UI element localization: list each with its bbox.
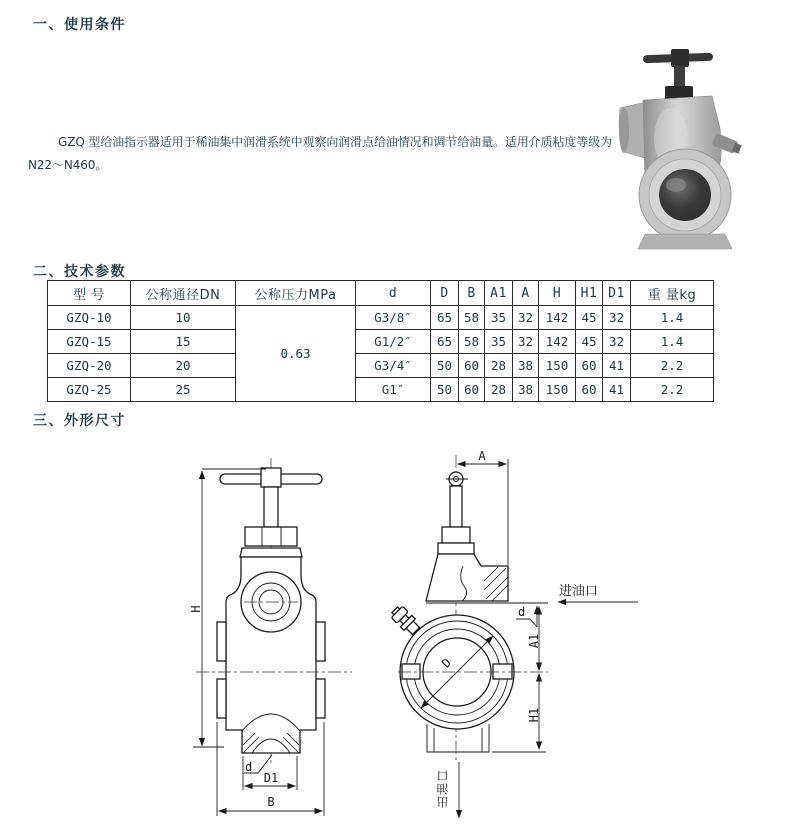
- cell-B: 58: [459, 306, 485, 330]
- cell-dn: 20: [131, 354, 236, 378]
- cell-D1: 41: [603, 378, 631, 402]
- dim-label-h: H: [189, 605, 203, 613]
- cell-dn: 25: [131, 378, 236, 402]
- outlet-label: 出油口: [436, 769, 450, 808]
- table-row: [48, 330, 714, 354]
- front-lug-right-bottom: [316, 679, 325, 718]
- cell-B: 58: [459, 330, 485, 354]
- cell-pressure-shared: 0.63: [236, 306, 356, 402]
- cell-D: 65: [431, 330, 459, 354]
- usage-paragraph-line2: N22～N460。: [28, 158, 108, 172]
- cell-D: 50: [431, 354, 459, 378]
- photo-base: [638, 234, 732, 249]
- cell-weight: 2.2: [631, 354, 714, 378]
- col-header-model: 型 号: [48, 281, 131, 306]
- cell-H1: 60: [576, 354, 603, 378]
- col-header-weight: 重 量kg: [631, 281, 714, 306]
- cell-H1: 45: [576, 306, 603, 330]
- front-bonnet: [240, 548, 302, 557]
- front-stem: [264, 487, 278, 527]
- front-handle-hub: [261, 468, 281, 487]
- front-view: [189, 458, 352, 816]
- section-heading-usage: 一、使用条件: [33, 17, 126, 33]
- cell-D1: 32: [603, 306, 631, 330]
- side-lug-right: [493, 664, 512, 679]
- spec-table: [47, 280, 714, 402]
- cell-D: 65: [431, 306, 459, 330]
- photo-handle-hub: [671, 49, 689, 67]
- col-header-A1: A1: [485, 281, 513, 306]
- table-header-row: [48, 281, 714, 306]
- cell-model: GZQ-25: [48, 378, 131, 402]
- col-header-d: d: [356, 281, 431, 306]
- dim-label-a: A: [478, 449, 486, 463]
- cell-D1: 32: [603, 330, 631, 354]
- cell-D1: 41: [603, 354, 631, 378]
- cell-H1: 60: [576, 378, 603, 402]
- cell-weight: 1.4: [631, 330, 714, 354]
- col-header-pressure: 公称压力MPa: [236, 281, 356, 306]
- side-view: [389, 449, 638, 818]
- usage-paragraph: [28, 131, 668, 177]
- cell-H: 142: [539, 306, 576, 330]
- cell-A1: 35: [485, 306, 513, 330]
- side-gland-lower: [438, 543, 474, 554]
- cell-A1: 35: [485, 330, 513, 354]
- table-row: [48, 354, 714, 378]
- front-lug-left-bottom: [217, 679, 226, 718]
- col-header-D: D: [431, 281, 459, 306]
- cell-B: 60: [459, 378, 485, 402]
- usage-paragraph-line1: GZQ 型给油指示器适用于稀油集中润滑系统中观察向润滑点给油情况和调节给油量。适用介质粘度等级为: [58, 135, 612, 149]
- cell-A: 32: [513, 306, 539, 330]
- cell-D: 50: [431, 378, 459, 402]
- dim-label-a1: A1: [527, 633, 541, 649]
- table-row: [48, 306, 714, 330]
- photo-valve-body: [619, 49, 742, 249]
- cell-d: G1/2″: [356, 330, 431, 354]
- cell-d: G3/8″: [356, 306, 431, 330]
- col-header-H1: H1: [576, 281, 603, 306]
- photo-glass-highlight: [666, 178, 686, 192]
- side-stem: [450, 486, 462, 527]
- col-header-B: B: [459, 281, 485, 306]
- dim-label-d-front: d: [245, 760, 253, 774]
- cell-model: GZQ-15: [48, 330, 131, 354]
- photo-sight-glass: [659, 169, 711, 221]
- cell-model: GZQ-10: [48, 306, 131, 330]
- section-heading-specs: 二、技术参数: [33, 264, 126, 280]
- side-lug-left: [402, 664, 420, 679]
- cell-H: 142: [539, 330, 576, 354]
- cell-A: 38: [513, 354, 539, 378]
- photo-stem: [674, 66, 685, 89]
- cell-A: 38: [513, 378, 539, 402]
- col-header-dn: 公称通径DN: [131, 281, 236, 306]
- front-lug-left-top: [217, 622, 226, 661]
- cell-weight: 1.4: [631, 306, 714, 330]
- dim-d-side-leader: [516, 619, 537, 627]
- side-body: [426, 554, 508, 601]
- col-header-H: H: [539, 281, 576, 306]
- front-lug-right-top: [316, 622, 325, 661]
- cell-H: 150: [539, 378, 576, 402]
- cell-weight: 2.2: [631, 378, 714, 402]
- dim-label-b: B: [267, 795, 275, 809]
- cell-H1: 45: [576, 330, 603, 354]
- dim-label-d1: D1: [263, 771, 279, 785]
- dim-label-h1: H1: [527, 707, 541, 723]
- col-header-D1: D1: [603, 281, 631, 306]
- cell-model: GZQ-20: [48, 354, 131, 378]
- cell-d: G3/4″: [356, 354, 431, 378]
- section-heading-dimensions: 三、外形尺寸: [33, 413, 126, 429]
- dim-label-d-side: d: [518, 605, 526, 619]
- side-gland-upper: [442, 527, 470, 543]
- product-photo: [615, 38, 763, 250]
- col-header-A: A: [513, 281, 539, 306]
- inlet-label: 进油口: [559, 584, 599, 599]
- dim-label-D: D: [438, 655, 454, 671]
- dimension-drawing: [185, 445, 645, 833]
- cell-H: 150: [539, 354, 576, 378]
- cell-A1: 28: [485, 354, 513, 378]
- cell-dn: 10: [131, 306, 236, 330]
- cell-B: 60: [459, 354, 485, 378]
- cell-A: 32: [513, 330, 539, 354]
- cell-d: G1″: [356, 378, 431, 402]
- photo-left-port-rim: [619, 107, 629, 153]
- cell-dn: 15: [131, 330, 236, 354]
- cell-A1: 28: [485, 378, 513, 402]
- front-packing-nut: [245, 527, 297, 546]
- table-row: [48, 378, 714, 402]
